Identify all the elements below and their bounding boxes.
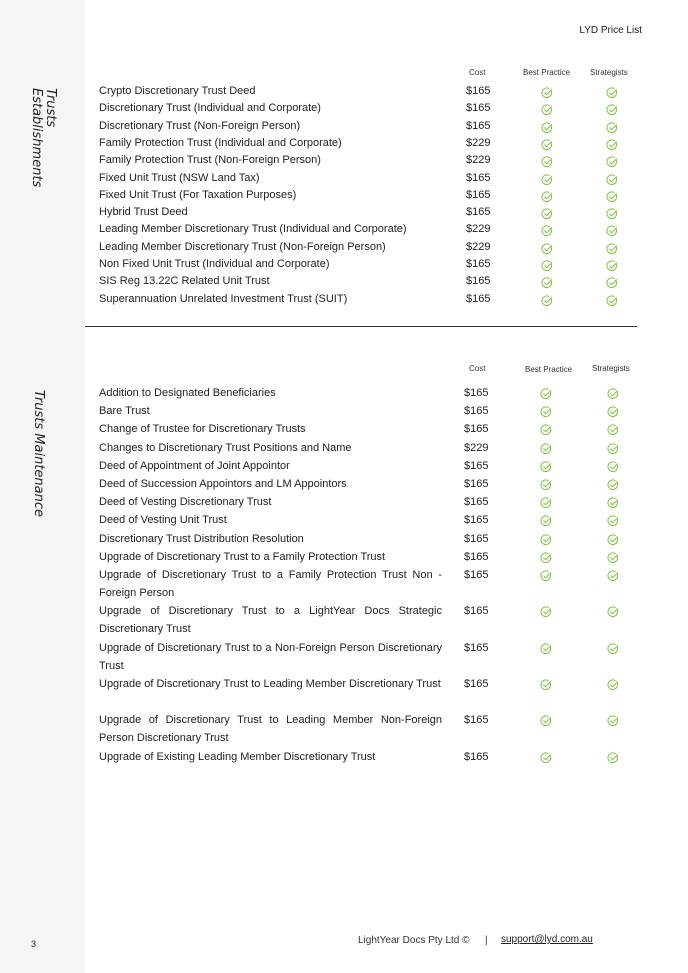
item-name: Family Protection Trust (Non-Foreign Person) xyxy=(99,154,321,167)
item-name: Upgrade of Discretionary Trust to a Family Protection Trust Non - Foreign Person xyxy=(99,569,442,600)
item-name: SIS Reg 13.22C Related Unit Trust xyxy=(99,275,270,288)
best-practice-check-icon xyxy=(541,190,553,202)
strategists-check-icon xyxy=(607,642,619,654)
item-cost: $165 xyxy=(464,533,489,545)
strategists-check-icon xyxy=(606,121,618,133)
item-name: Upgrade of Discretionary Trust to Leading Member Non-Foreign Person Discretionary Trust xyxy=(99,714,442,745)
best-practice-check-icon xyxy=(540,405,552,417)
item-name: Hybrid Trust Deed xyxy=(99,206,188,219)
footer-email[interactable] xyxy=(501,934,593,945)
item-cost: $229 xyxy=(466,136,491,149)
col-cost: Cost xyxy=(469,364,486,373)
best-practice-check-icon xyxy=(540,533,552,545)
item-cost: $165 xyxy=(464,551,489,563)
best-practice-check-icon xyxy=(541,294,553,306)
col-best-practice: Best Practice xyxy=(525,365,573,374)
strategists-check-icon xyxy=(607,514,619,526)
item-name: Family Protection Trust (Individual and Corporate) xyxy=(99,136,342,149)
item-cost: $165 xyxy=(466,188,491,201)
section-title-establishments: Trusts Establishments xyxy=(29,88,58,188)
strategists-check-icon xyxy=(607,533,619,545)
best-practice-check-icon xyxy=(541,259,553,271)
page-number: 3 xyxy=(31,939,37,949)
strategists-check-icon xyxy=(606,259,618,271)
best-practice-check-icon xyxy=(540,642,552,654)
item-cost: $165 xyxy=(464,405,489,417)
item-name: Crypto Discretionary Trust Deed xyxy=(99,85,256,97)
strategists-check-icon xyxy=(607,405,619,417)
item-cost: $229 xyxy=(466,223,491,236)
item-cost: $165 xyxy=(466,119,491,132)
strategists-check-icon xyxy=(607,605,619,617)
strategists-check-icon xyxy=(606,294,618,306)
strategists-check-icon xyxy=(606,138,618,150)
item-cost: $229 xyxy=(466,154,491,167)
item-name: Changes to Discretionary Trust Positions and Name xyxy=(99,442,352,454)
section-divider xyxy=(85,326,637,327)
item-name: Fixed Unit Trust (For Taxation Purposes) xyxy=(99,188,297,201)
item-cost: $165 xyxy=(466,258,491,270)
strategists-check-icon xyxy=(607,496,619,508)
strategists-check-icon xyxy=(606,86,618,98)
item-cost: $165 xyxy=(466,85,491,97)
col-cost: Cost xyxy=(469,68,486,77)
strategists-check-icon xyxy=(607,751,619,763)
item-cost: $165 xyxy=(466,102,491,115)
item-cost: $165 xyxy=(464,478,489,490)
item-name: Upgrade of Discretionary Trust to a Family Protection Trust xyxy=(99,551,386,563)
best-practice-check-icon xyxy=(541,121,553,133)
footer-company: LightYear Docs Pty Ltd © xyxy=(358,935,470,946)
best-practice-check-icon xyxy=(541,155,553,167)
strategists-check-icon xyxy=(606,242,618,254)
item-name: Discretionary Trust Distribution Resolution xyxy=(99,533,304,545)
item-cost: $165 xyxy=(464,423,489,435)
strategists-check-icon xyxy=(606,190,618,202)
best-practice-check-icon xyxy=(541,103,553,115)
item-cost: $165 xyxy=(466,275,491,288)
strategists-check-icon xyxy=(607,460,619,472)
item-cost: $165 xyxy=(464,642,489,654)
item-cost: $165 xyxy=(466,292,491,305)
best-practice-check-icon xyxy=(540,551,552,563)
best-practice-check-icon xyxy=(541,138,553,150)
item-name: Leading Member Discretionary Trust (Individual and Corporate) xyxy=(99,223,407,236)
item-cost: $165 xyxy=(464,496,489,508)
strategists-check-icon xyxy=(607,678,619,690)
item-name: Leading Member Discretionary Trust (Non-Foreign Person) xyxy=(99,240,386,253)
strategists-check-icon xyxy=(607,423,619,435)
strategists-check-icon xyxy=(606,276,618,288)
best-practice-check-icon xyxy=(541,242,553,254)
best-practice-check-icon xyxy=(541,86,553,98)
item-cost: $165 xyxy=(464,714,489,726)
best-practice-check-icon xyxy=(540,442,552,454)
col-strategists: Strategists xyxy=(592,364,630,373)
item-name: Deed of Appointment of Joint Appointor xyxy=(99,460,290,472)
best-practice-check-icon xyxy=(540,569,552,581)
item-cost: $165 xyxy=(464,569,489,581)
item-name: Deed of Vesting Discretionary Trust xyxy=(99,496,272,508)
best-practice-check-icon xyxy=(541,207,553,219)
item-name: Discretionary Trust (Individual and Corporate) xyxy=(99,102,321,115)
strategists-check-icon xyxy=(606,224,618,236)
item-name: Addition to Designated Beneficiaries xyxy=(99,387,276,399)
best-practice-check-icon xyxy=(541,276,553,288)
col-best-practice: Best Practice xyxy=(523,68,571,77)
item-cost: $229 xyxy=(464,442,489,454)
item-name: Non Fixed Unit Trust (Individual and Corporate) xyxy=(99,258,330,270)
best-practice-check-icon xyxy=(540,423,552,435)
item-name: Change of Trustee for Discretionary Trusts xyxy=(99,423,306,435)
best-practice-check-icon xyxy=(540,387,552,399)
strategists-check-icon xyxy=(606,173,618,185)
best-practice-check-icon xyxy=(540,514,552,526)
footer-separator: | xyxy=(485,935,488,946)
best-practice-check-icon xyxy=(541,224,553,236)
item-name: Upgrade of Discretionary Trust to a LightYear Docs Strategic Discretionary Trust xyxy=(99,605,442,636)
item-name: Upgrade of Discretionary Trust to a Non-Foreign Person Discretionary Trust xyxy=(99,642,442,673)
best-practice-check-icon xyxy=(540,478,552,490)
item-cost: $165 xyxy=(464,751,489,763)
item-cost: $165 xyxy=(466,206,491,219)
price-list-label: LYD Price List xyxy=(579,25,642,36)
item-cost: $229 xyxy=(466,240,491,253)
col-strategists: Strategists xyxy=(590,68,628,77)
strategists-check-icon xyxy=(606,155,618,167)
item-name: Upgrade of Existing Leading Member Discretionary Trust xyxy=(99,751,376,763)
best-practice-check-icon xyxy=(540,605,552,617)
item-name: Bare Trust xyxy=(99,405,150,417)
strategists-check-icon xyxy=(607,569,619,581)
best-practice-check-icon xyxy=(540,496,552,508)
item-cost: $165 xyxy=(464,460,489,472)
item-name: Deed of Vesting Unit Trust xyxy=(99,514,227,526)
best-practice-check-icon xyxy=(540,751,552,763)
best-practice-check-icon xyxy=(540,460,552,472)
strategists-check-icon xyxy=(607,714,619,726)
best-practice-check-icon xyxy=(541,173,553,185)
item-cost: $165 xyxy=(464,605,489,617)
strategists-check-icon xyxy=(606,207,618,219)
support-email-link[interactable]: support@lyd.com.au xyxy=(501,934,593,945)
item-name: Deed of Succession Appointors and LM Appointors xyxy=(99,478,347,490)
best-practice-check-icon xyxy=(540,714,552,726)
item-name: Fixed Unit Trust (NSW Land Tax) xyxy=(99,171,260,184)
item-cost: $165 xyxy=(464,514,489,526)
item-cost: $165 xyxy=(466,171,491,184)
strategists-check-icon xyxy=(606,103,618,115)
strategists-check-icon xyxy=(607,478,619,490)
strategists-check-icon xyxy=(607,387,619,399)
section-title-maintenance: Trusts Maintenance xyxy=(31,390,46,518)
item-name: Upgrade of Discretionary Trust to Leading Member Discretionary Trust xyxy=(99,678,441,690)
strategists-check-icon xyxy=(607,551,619,563)
strategists-check-icon xyxy=(607,442,619,454)
best-practice-check-icon xyxy=(540,678,552,690)
item-cost: $165 xyxy=(464,387,489,399)
item-name: Discretionary Trust (Non-Foreign Person) xyxy=(99,119,301,132)
item-cost: $165 xyxy=(464,678,489,690)
item-name: Superannuation Unrelated Investment Trust (SUIT) xyxy=(99,292,348,305)
